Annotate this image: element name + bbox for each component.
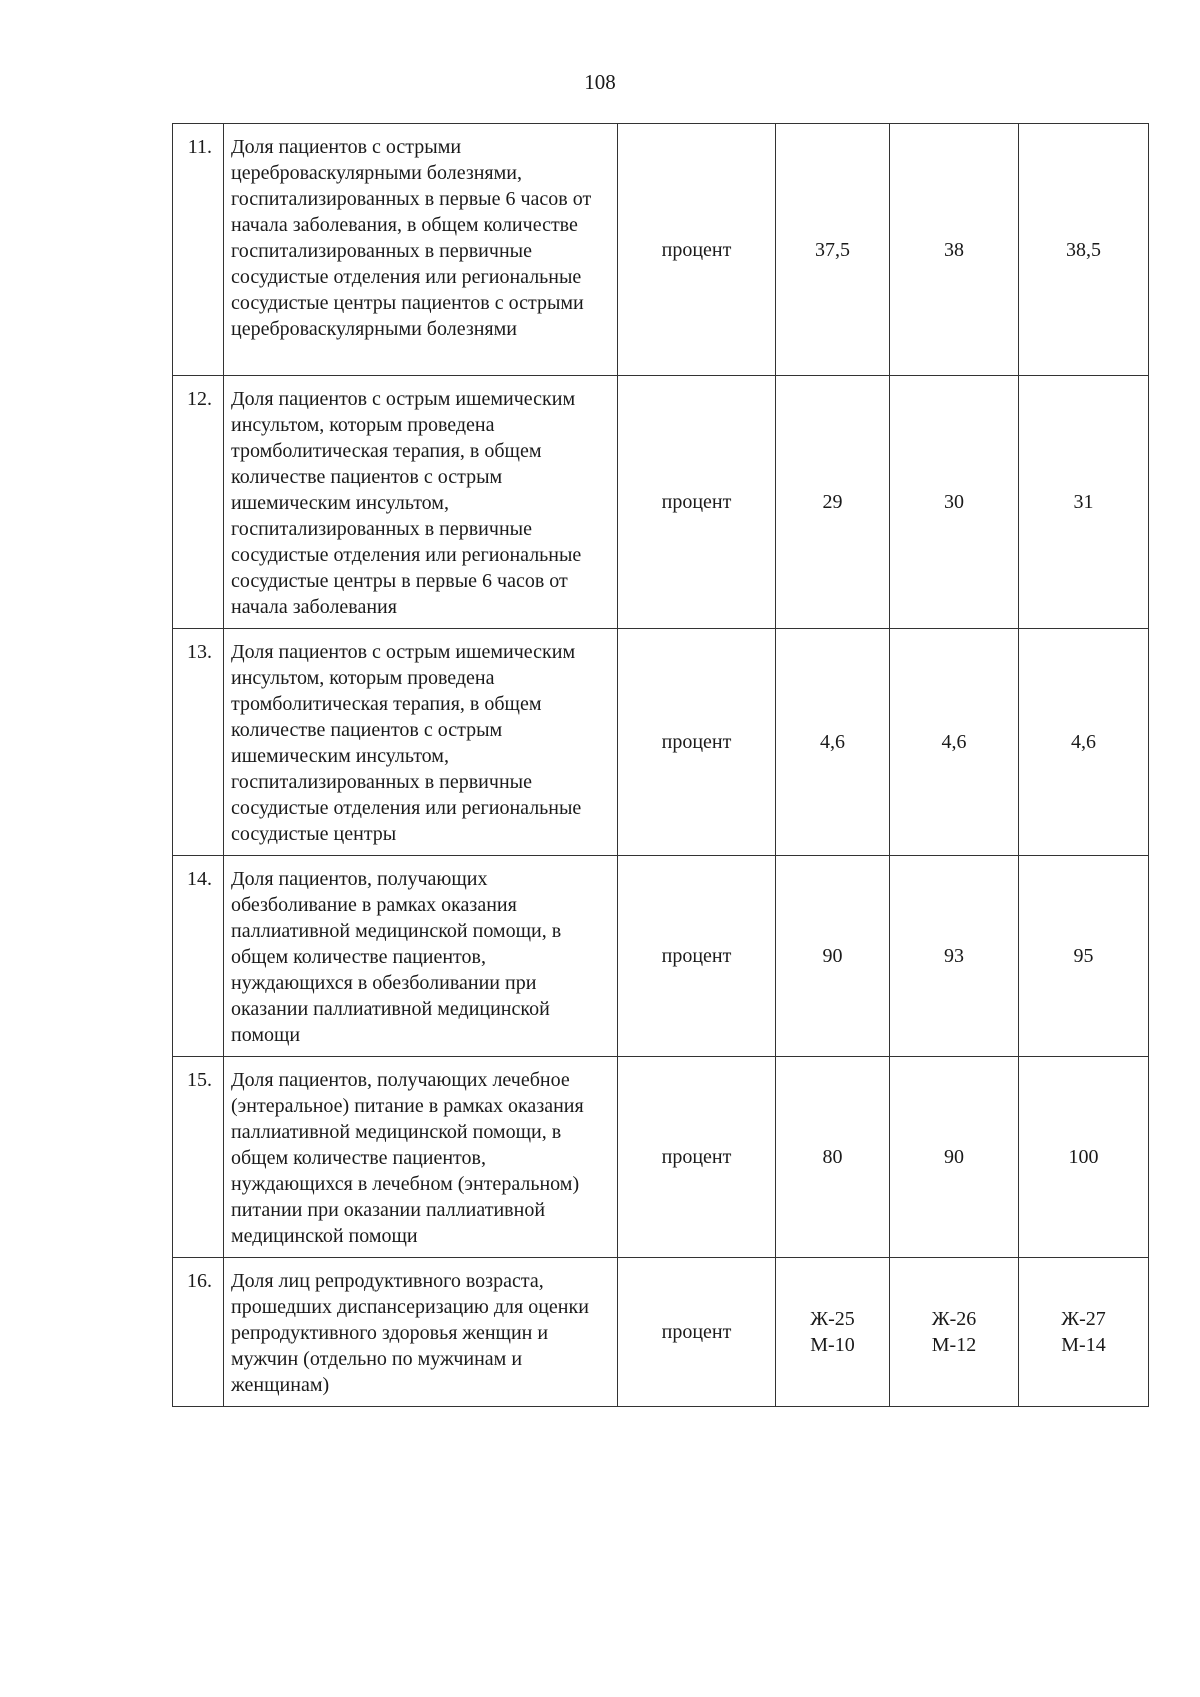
unit-cell: процент: [618, 629, 776, 856]
value-women: Ж-27: [1061, 1308, 1106, 1330]
value-year-2: 4,6: [890, 629, 1019, 856]
indicator-description: Доля пациентов с острыми цереброваскулярными болезнями, госпитализированных в первые 6 часов от начала заболевания, в общем количестве госпитализированных в первичные сосудистые отделения или региональные сосудистые центры пациентов с острыми цереброваскулярными болезнями: [224, 124, 618, 376]
table-row: [173, 629, 1149, 856]
table-row: [173, 376, 1149, 629]
value-year-1: 90: [776, 856, 890, 1057]
value-year-2: [890, 1258, 1019, 1407]
unit-cell: процент: [618, 1258, 776, 1407]
unit-cell: процент: [618, 376, 776, 629]
indicators-table: [172, 123, 1149, 1407]
unit-cell: процент: [618, 1057, 776, 1258]
table-row: [173, 124, 1149, 376]
indicator-description: Доля пациентов, получающих обезболивание в рамках оказания паллиативной медицинской помощи, в общем количестве пациентов, нуждающихся в обезболивании при оказании паллиативной медицинской помощи: [224, 856, 618, 1057]
value-year-1: 29: [776, 376, 890, 629]
table-row: [173, 1258, 1149, 1407]
table-row: [173, 1057, 1149, 1258]
row-number: 14.: [173, 856, 224, 1057]
value-year-3: 4,6: [1019, 629, 1149, 856]
value-year-3: 31: [1019, 376, 1149, 629]
table-row: [173, 856, 1149, 1057]
row-number: 15.: [173, 1057, 224, 1258]
value-year-2: 93: [890, 856, 1019, 1057]
indicator-description: Доля лиц репродуктивного возраста, прошедших диспансеризацию для оценки репродуктивного здоровья женщин и мужчин (отдельно по мужчинам и женщинам): [224, 1258, 618, 1407]
value-year-2: 38: [890, 124, 1019, 376]
row-number: 16.: [173, 1258, 224, 1407]
row-number: 11.: [173, 124, 224, 376]
value-year-3: 38,5: [1019, 124, 1149, 376]
page-number: 108: [584, 70, 616, 94]
row-number: 13.: [173, 629, 224, 856]
indicator-description: Доля пациентов с острым ишемическим инсультом, которым проведена тромболитическая терапия, в общем количестве пациентов с острым ишемическим инсультом, госпитализированных в первичные сосудистые отделения или региональные сосудистые центры в первые 6 часов от начала заболевания: [224, 376, 618, 629]
indicator-description: Доля пациентов с острым ишемическим инсультом, которым проведена тромболитическая терапия, в общем количестве пациентов с острым ишемическим инсультом, госпитализированных в первичные сосудистые отделения или региональные сосудистые центры: [224, 629, 618, 856]
unit-cell: процент: [618, 856, 776, 1057]
value-men: М-12: [931, 1334, 977, 1356]
value-year-2: 90: [890, 1057, 1019, 1258]
value-men: М-10: [810, 1334, 855, 1356]
value-year-2: 30: [890, 376, 1019, 629]
value-year-1: [776, 1258, 890, 1407]
value-women: Ж-25: [810, 1308, 855, 1330]
value-year-1: 4,6: [776, 629, 890, 856]
value-year-3: 100: [1019, 1057, 1149, 1258]
value-year-1: 37,5: [776, 124, 890, 376]
unit-cell: процент: [618, 124, 776, 376]
value-men: М-14: [1061, 1334, 1106, 1356]
row-number: 12.: [173, 376, 224, 629]
value-year-3: [1019, 1258, 1149, 1407]
value-year-3: 95: [1019, 856, 1149, 1057]
value-year-1: 80: [776, 1057, 890, 1258]
value-women: Ж-26: [931, 1308, 977, 1330]
indicator-description: Доля пациентов, получающих лечебное (энтеральное) питание в рамках оказания паллиативной медицинской помощи, в общем количестве пациентов, нуждающихся в лечебном (энтеральном) питании при оказании паллиативной медицинской помощи: [224, 1057, 618, 1258]
